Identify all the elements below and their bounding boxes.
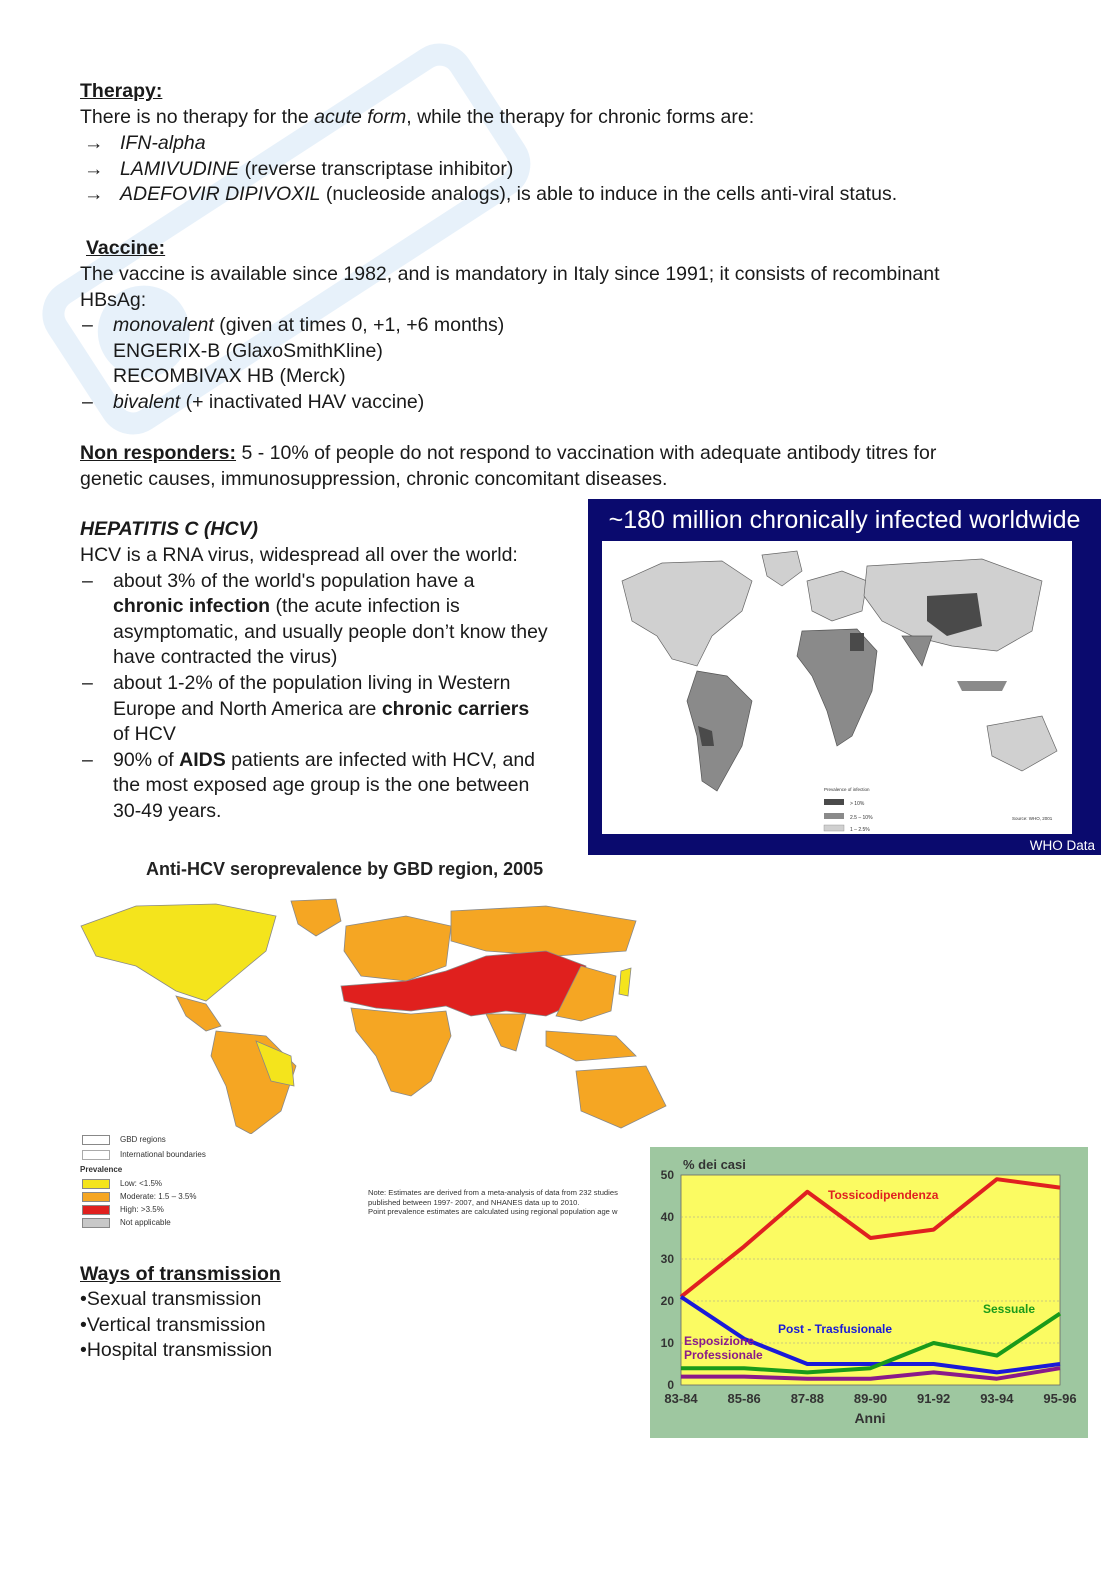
- gbd-note-line: published between 1997- 2007, and NHANES data up to 2010.: [368, 1197, 580, 1207]
- list-item: [80, 671, 548, 697]
- list-item: [80, 182, 897, 208]
- non-responders: [80, 441, 936, 492]
- therapy-heading: Therapy:: [80, 80, 163, 102]
- therapy-list: [80, 131, 897, 208]
- map-central-america: [176, 996, 221, 1031]
- arrow-icon: →: [84, 132, 104, 154]
- drug-name: IFN-alpha: [120, 132, 206, 154]
- monovalent-detail: (given at times 0, +1, +6 months): [213, 314, 505, 337]
- hcv-text-line: have contracted the virus): [113, 646, 338, 669]
- gbd-map-title: Anti-HCV seroprevalence by GBD region, 2005: [146, 859, 544, 879]
- hcv-intro: HCV is a RNA virus, widespread all over the world:: [80, 544, 518, 566]
- gbd-note-line: Note: Estimates are derived from a meta-analysis of data from 232 studies: [368, 1188, 618, 1197]
- y-axis-label: % dei casi: [683, 1157, 746, 1172]
- gbd-legend: [82, 1134, 362, 1234]
- legend-swatch: [82, 1150, 110, 1160]
- drug-name: LAMIVUDINE: [120, 157, 240, 180]
- hcv-text-span: Europe and North America are: [113, 697, 382, 720]
- therapy-intro: [80, 105, 754, 131]
- world-map-grey: [602, 541, 1072, 834]
- series-label-sessuale: Sessuale: [983, 1302, 1036, 1316]
- legend-swatch: [82, 1218, 110, 1228]
- legend-label: Not applicable: [120, 1218, 171, 1227]
- map-australia: [576, 1066, 666, 1128]
- list-item: [80, 313, 940, 339]
- bivalent-detail: (+ inactivated HAV vaccine): [180, 390, 425, 413]
- hcv-bold: chronic infection: [113, 595, 271, 618]
- hcv-text: [80, 543, 548, 825]
- dash-bullet: –: [82, 569, 93, 592]
- who-source-label: WHO Data: [1029, 838, 1095, 853]
- map-south-america: [687, 671, 752, 791]
- list-item: •Vertical transmission: [80, 1313, 266, 1336]
- map-north-america: [81, 904, 276, 1001]
- map-south-asia: [902, 636, 932, 666]
- hcv-bold: chronic carriers: [381, 697, 530, 720]
- x-axis-label: Anni: [854, 1410, 886, 1426]
- y-ticks: [661, 1168, 675, 1392]
- map-southeast-asia: [546, 1031, 636, 1061]
- hcv-text-line: [80, 697, 548, 723]
- x-tick-label: 95-96: [1043, 1391, 1077, 1406]
- map-south-asia: [486, 1014, 526, 1051]
- therapy-intro-em: acute form: [314, 106, 407, 128]
- list-item: [80, 748, 548, 774]
- x-tick-label: 89-90: [853, 1391, 888, 1406]
- list-item: •Hospital transmission: [80, 1339, 273, 1362]
- legend-swatch: [82, 1179, 110, 1189]
- who-legend-title: Prevalence of infection: [824, 787, 870, 792]
- map-north-america: [622, 561, 752, 666]
- who-legend-source: Source: WHO, 2001: [1012, 816, 1053, 821]
- hcv-text-span: 90% of: [113, 748, 180, 771]
- drug-detail: (reverse transcriptase inhibitor): [239, 157, 514, 180]
- dash-bullet: –: [82, 748, 93, 771]
- legend-swatch: [82, 1192, 110, 1202]
- transmission-list: [80, 1287, 272, 1364]
- y-tick-label: 10: [660, 1336, 674, 1350]
- dash-bullet: –: [82, 390, 93, 413]
- x-tick-label: 85-86: [727, 1391, 761, 1406]
- y-tick-label: 50: [660, 1168, 674, 1182]
- map-australia: [987, 716, 1057, 771]
- drug-name: ADEFOVIR DIPIVOXIL: [120, 183, 321, 206]
- hcv-text-span: patients are infected with HCV, and: [225, 748, 536, 771]
- who-legend-low: 1 – 2.5%: [850, 827, 870, 833]
- hcv-text-line: 30-49 years.: [113, 799, 222, 822]
- hcv-text-line: about 3% of the world's population have a: [113, 569, 475, 592]
- map-north-asia: [451, 906, 636, 956]
- x-tick-label: 91-92: [917, 1391, 951, 1406]
- legend-label: Low: <1.5%: [120, 1179, 163, 1188]
- who-legend-mid: 2.5 – 10%: [850, 815, 873, 821]
- map-africa: [351, 1008, 451, 1096]
- dash-bullet: –: [82, 314, 93, 337]
- who-map-title: ~180 million chronically infected worldwide: [608, 506, 1081, 534]
- gbd-note: [368, 1188, 650, 1217]
- bivalent-label: bivalent: [113, 390, 181, 413]
- hcv-text-line: the most exposed age group is the one between: [113, 774, 530, 797]
- x-ticks: [664, 1391, 1076, 1406]
- series-label-post-trasfusionale: Post - Trasfusionale: [778, 1322, 893, 1336]
- map-egypt-high: [850, 633, 864, 651]
- vaccine-text: [80, 262, 940, 416]
- chart-svg: [650, 1147, 1088, 1438]
- map-greenland: [762, 551, 802, 586]
- legend-label: Moderate: 1.5 – 3.5%: [120, 1192, 197, 1201]
- brand-engerix: ENGERIX-B (GlaxoSmithKline): [113, 339, 383, 362]
- map-europe: [807, 571, 867, 621]
- map-indonesia: [957, 681, 1007, 691]
- hcv-text-line: asymptomatic, and usually people don’t know they: [113, 620, 548, 643]
- monovalent-label: monovalent: [113, 314, 214, 337]
- legend-label: International boundaries: [120, 1150, 206, 1159]
- list-item: [80, 390, 940, 416]
- legend-swatch: [82, 1205, 110, 1215]
- gbd-world-map: [76, 896, 676, 1134]
- y-tick-label: 40: [660, 1210, 674, 1224]
- map-europe: [344, 916, 451, 981]
- x-tick-label: 93-94: [980, 1391, 1014, 1406]
- arrow-icon: →: [84, 183, 104, 206]
- hcv-text-span: (the acute infection is: [270, 595, 460, 618]
- non-responders-text: 5 - 10% of people do not respond to vaccination with adequate antibody titres for: [236, 442, 937, 464]
- vaccine-heading: Vaccine:: [86, 237, 166, 259]
- hcv-heading: HEPATITIS C (HCV): [80, 518, 259, 540]
- map-japan: [619, 968, 631, 996]
- hcv-text-line: about 1-2% of the population living in Western: [113, 671, 511, 694]
- who-legend-high: > 10%: [850, 801, 865, 807]
- x-tick-label: 83-84: [664, 1391, 698, 1406]
- transmission-heading: Ways of transmission: [80, 1263, 281, 1285]
- list-item: [80, 569, 548, 595]
- transmission-trend-chart: [650, 1147, 1088, 1438]
- y-tick-label: 0: [667, 1378, 674, 1392]
- map-greenland: [291, 899, 341, 936]
- gbd-note-line: Point prevalence estimates are calculated using regional population age w: [368, 1207, 618, 1216]
- hcv-text-line: [80, 594, 548, 620]
- drug-detail: (nucleoside analogs), is able to induce in the cells anti-viral status.: [320, 183, 898, 206]
- hcv-bold: AIDS: [179, 748, 226, 771]
- list-item: [80, 131, 897, 157]
- hcv-text-line: of HCV: [113, 723, 176, 746]
- legend-label: GBD regions: [120, 1135, 166, 1144]
- non-responders-text: genetic causes, immunosuppression, chronic concomitant diseases.: [80, 467, 668, 490]
- map-africa: [797, 629, 877, 746]
- legend-swatch: [82, 1135, 110, 1145]
- y-tick-label: 20: [660, 1294, 674, 1308]
- vaccine-line: The vaccine is available since 1982, and is mandatory in Italy since 1991; it consists of recombinant: [80, 263, 940, 285]
- brand-recombivax: RECOMBIVAX HB (Merck): [113, 365, 346, 388]
- non-responders-heading: Non responders:: [80, 442, 237, 464]
- vaccine-line: HBsAg:: [80, 288, 147, 311]
- arrow-icon: →: [84, 157, 104, 180]
- list-item: [80, 157, 897, 183]
- therapy-intro-post: , while the therapy for chronic forms are:: [406, 106, 755, 128]
- list-item: •Sexual transmission: [80, 1288, 262, 1310]
- series-label-tossicodipendenza: Tossicodipendenza: [828, 1188, 939, 1202]
- dash-bullet: –: [82, 671, 93, 694]
- x-tick-label: 87-88: [790, 1391, 824, 1406]
- y-tick-label: 30: [660, 1252, 674, 1266]
- who-map-panel: [602, 541, 1072, 834]
- therapy-intro-pre: There is no therapy for the: [80, 106, 315, 128]
- series-label-esposizione-2: Professionale: [684, 1348, 763, 1362]
- legend-label: High: >3.5%: [120, 1205, 164, 1214]
- series-label-esposizione-1: Esposizione: [684, 1334, 755, 1348]
- legend-prevalence-title: Prevalence: [80, 1165, 123, 1174]
- who-map-figure: [588, 499, 1101, 855]
